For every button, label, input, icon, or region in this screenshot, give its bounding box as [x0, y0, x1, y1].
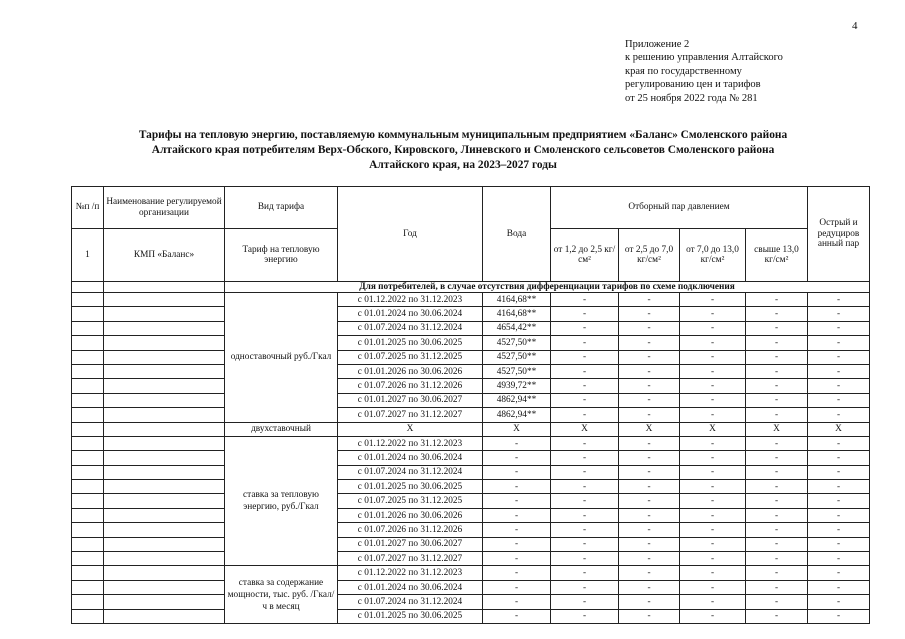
table-cell	[72, 566, 104, 580]
section-title: Для потребителей, в случае отсутствия дифференциации тарифов по схеме подключения	[225, 282, 870, 293]
header-steam-4: свыше 13,0 кг/см²	[746, 229, 808, 282]
organization-name: КМП «Баланс»	[104, 229, 225, 282]
water-cell: -	[483, 580, 551, 594]
period-cell: X	[338, 422, 483, 436]
steam-4-cell: -	[746, 451, 808, 465]
steam-2-cell: -	[619, 552, 680, 566]
sharp-steam-cell: -	[808, 523, 870, 537]
sharp-steam-cell: -	[808, 566, 870, 580]
table-cell	[72, 465, 104, 479]
period-cell: с 01.12.2022 по 31.12.2023	[338, 566, 483, 580]
period-cell: с 01.07.2026 по 31.12.2026	[338, 379, 483, 393]
steam-2-cell: X	[619, 422, 680, 436]
period-cell: с 01.01.2024 по 30.06.2024	[338, 307, 483, 321]
table-cell	[104, 350, 225, 364]
table-row	[72, 580, 870, 594]
steam-3-cell: -	[680, 566, 746, 580]
water-cell: -	[483, 537, 551, 551]
tariff-type-two-part: двухставочный	[225, 422, 338, 436]
section-row	[72, 282, 870, 293]
appendix-line: Приложение 2	[625, 39, 690, 50]
water-cell: 4939,72**	[483, 379, 551, 393]
steam-3-cell: -	[680, 537, 746, 551]
steam-3-cell: -	[680, 552, 746, 566]
sharp-steam-cell: X	[808, 422, 870, 436]
steam-1-cell: -	[551, 350, 619, 364]
steam-1-cell: -	[551, 408, 619, 422]
steam-4-cell: -	[746, 436, 808, 450]
water-cell: -	[483, 465, 551, 479]
steam-1-cell: -	[551, 609, 619, 623]
header-org: Наименование регулируемой организации	[104, 187, 225, 229]
table-cell	[72, 609, 104, 623]
table-cell	[72, 436, 104, 450]
table-cell	[104, 321, 225, 335]
steam-1-cell: -	[551, 508, 619, 522]
steam-3-cell: -	[680, 336, 746, 350]
sharp-steam-cell: -	[808, 537, 870, 551]
steam-4-cell: -	[746, 350, 808, 364]
period-cell: с 01.07.2025 по 31.12.2025	[338, 494, 483, 508]
table-row	[72, 465, 870, 479]
steam-2-cell: -	[619, 465, 680, 479]
steam-4-cell: -	[746, 307, 808, 321]
steam-2-cell: -	[619, 566, 680, 580]
tariff-type-single-rate: одноставочный руб./Гкал	[225, 293, 338, 423]
water-cell: -	[483, 566, 551, 580]
water-cell: -	[483, 609, 551, 623]
period-cell: с 01.01.2026 по 30.06.2026	[338, 364, 483, 378]
steam-1-cell: -	[551, 364, 619, 378]
steam-2-cell: -	[619, 350, 680, 364]
water-cell: -	[483, 523, 551, 537]
title-line: Алтайского края потребителям Верх-Обского, Кировского, Линевского и Смоленского сельсоветов Смоленского района	[151, 144, 775, 156]
table-cell	[72, 480, 104, 494]
table-row	[72, 480, 870, 494]
water-cell: -	[483, 595, 551, 609]
steam-2-cell: -	[619, 523, 680, 537]
table-row	[72, 566, 870, 580]
steam-1-cell: -	[551, 321, 619, 335]
table-cell	[104, 494, 225, 508]
table-cell	[104, 537, 225, 551]
steam-3-cell: -	[680, 494, 746, 508]
steam-2-cell: -	[619, 364, 680, 378]
table-cell	[72, 364, 104, 378]
steam-3-cell: -	[680, 523, 746, 537]
header-tariff-type: Вид тарифа	[225, 187, 338, 229]
table-row	[72, 508, 870, 522]
steam-1-cell: -	[551, 523, 619, 537]
table-cell	[104, 508, 225, 522]
steam-3-cell: -	[680, 307, 746, 321]
sharp-steam-cell: -	[808, 552, 870, 566]
steam-4-cell: -	[746, 321, 808, 335]
period-cell: с 01.01.2027 по 30.06.2027	[338, 393, 483, 407]
table-cell	[72, 552, 104, 566]
steam-2-cell: -	[619, 379, 680, 393]
water-cell: 4862,94**	[483, 408, 551, 422]
sharp-steam-cell: -	[808, 508, 870, 522]
table-cell	[72, 595, 104, 609]
steam-1-cell: X	[551, 422, 619, 436]
steam-4-cell: -	[746, 580, 808, 594]
steam-3-cell: -	[680, 293, 746, 307]
table-row	[72, 595, 870, 609]
steam-4-cell: -	[746, 566, 808, 580]
sharp-steam-cell: -	[808, 609, 870, 623]
sharp-steam-cell: -	[808, 436, 870, 450]
header-year: Год	[338, 187, 483, 282]
steam-2-cell: -	[619, 537, 680, 551]
steam-1-cell: -	[551, 436, 619, 450]
steam-2-cell: -	[619, 494, 680, 508]
period-cell: с 01.07.2024 по 31.12.2024	[338, 465, 483, 479]
sharp-steam-cell: -	[808, 451, 870, 465]
water-cell: -	[483, 436, 551, 450]
steam-4-cell: -	[746, 537, 808, 551]
table-row	[72, 408, 870, 422]
steam-2-cell: -	[619, 408, 680, 422]
water-cell: 4527,50**	[483, 364, 551, 378]
table-cell	[72, 408, 104, 422]
table-row	[72, 552, 870, 566]
table-cell	[72, 336, 104, 350]
steam-1-cell: -	[551, 379, 619, 393]
sharp-steam-cell: -	[808, 293, 870, 307]
table-row	[72, 393, 870, 407]
steam-4-cell: X	[746, 422, 808, 436]
water-cell: -	[483, 480, 551, 494]
appendix-line: от 25 ноября 2022 года № 281	[625, 92, 758, 104]
header-steam-2: от 2,5 до 7,0 кг/см²	[619, 229, 680, 282]
steam-4-cell: -	[746, 465, 808, 479]
period-cell: с 01.12.2022 по 31.12.2023	[338, 293, 483, 307]
period-cell: с 01.01.2026 по 30.06.2026	[338, 508, 483, 522]
steam-4-cell: -	[746, 364, 808, 378]
steam-3-cell: -	[680, 350, 746, 364]
steam-1-cell: -	[551, 595, 619, 609]
table-cell	[104, 436, 225, 450]
water-cell: -	[483, 451, 551, 465]
steam-4-cell: -	[746, 408, 808, 422]
table-cell	[72, 350, 104, 364]
table-row	[72, 494, 870, 508]
period-cell: с 01.01.2024 по 30.06.2024	[338, 580, 483, 594]
table-cell	[104, 408, 225, 422]
table-cell	[104, 566, 225, 580]
water-cell: -	[483, 494, 551, 508]
table-row	[72, 379, 870, 393]
steam-4-cell: -	[746, 480, 808, 494]
steam-4-cell: -	[746, 508, 808, 522]
period-cell: с 01.01.2024 по 30.06.2024	[338, 451, 483, 465]
steam-3-cell: -	[680, 451, 746, 465]
table-cell	[72, 451, 104, 465]
steam-1-cell: -	[551, 336, 619, 350]
table-row	[72, 364, 870, 378]
table-cell	[72, 580, 104, 594]
water-cell: 4164,68**	[483, 307, 551, 321]
table-cell	[72, 494, 104, 508]
steam-1-cell: -	[551, 393, 619, 407]
period-cell: с 01.01.2027 по 30.06.2027	[338, 537, 483, 551]
period-cell: с 01.12.2022 по 31.12.2023	[338, 436, 483, 450]
tariff-type-capacity-rate: ставка за содержание мощности, тыс. руб. /Гкал/ч в месяц	[225, 566, 338, 624]
table-cell	[72, 523, 104, 537]
table-row	[72, 451, 870, 465]
sharp-steam-cell: -	[808, 595, 870, 609]
steam-1-cell: -	[551, 552, 619, 566]
period-cell: с 01.07.2025 по 31.12.2025	[338, 350, 483, 364]
sharp-steam-cell: -	[808, 364, 870, 378]
table-row	[72, 307, 870, 321]
table-cell	[104, 552, 225, 566]
header-steam-1: от 1,2 до 2,5 кг/см²	[551, 229, 619, 282]
steam-2-cell: -	[619, 307, 680, 321]
steam-2-cell: -	[619, 580, 680, 594]
steam-3-cell: -	[680, 609, 746, 623]
header-water: Вода	[483, 187, 551, 282]
table-cell	[104, 523, 225, 537]
table-cell	[104, 282, 225, 293]
steam-4-cell: -	[746, 595, 808, 609]
water-cell: 4862,94**	[483, 393, 551, 407]
water-cell: -	[483, 508, 551, 522]
table-cell	[104, 465, 225, 479]
steam-4-cell: -	[746, 523, 808, 537]
appendix-line: к решению управления Алтайского	[625, 52, 783, 64]
sharp-steam-cell: -	[808, 408, 870, 422]
table-cell	[104, 595, 225, 609]
table-cell	[104, 336, 225, 350]
header-row	[72, 187, 870, 229]
table-cell	[72, 422, 104, 436]
sharp-steam-cell: -	[808, 321, 870, 335]
table-cell	[72, 321, 104, 335]
steam-2-cell: -	[619, 436, 680, 450]
period-cell: с 01.01.2025 по 30.06.2025	[338, 609, 483, 623]
water-cell: -	[483, 552, 551, 566]
table-cell	[72, 537, 104, 551]
appendix-line: края по государственному	[625, 65, 742, 77]
steam-3-cell: -	[680, 465, 746, 479]
steam-4-cell: -	[746, 393, 808, 407]
steam-3-cell: -	[680, 364, 746, 378]
document-title	[70, 128, 856, 173]
steam-3-cell: -	[680, 321, 746, 335]
steam-1-cell: -	[551, 537, 619, 551]
tariff-table	[71, 186, 870, 624]
steam-2-cell: -	[619, 480, 680, 494]
steam-1-cell: -	[551, 580, 619, 594]
steam-2-cell: -	[619, 336, 680, 350]
header-steam-3: от 7,0 до 13,0 кг/см²	[680, 229, 746, 282]
header-num: №п /п	[72, 187, 104, 229]
steam-4-cell: -	[746, 494, 808, 508]
sharp-steam-cell: -	[808, 336, 870, 350]
steam-1-cell: -	[551, 293, 619, 307]
water-cell: 4164,68**	[483, 293, 551, 307]
table-cell	[72, 293, 104, 307]
steam-3-cell: -	[680, 580, 746, 594]
period-cell: с 01.07.2024 по 31.12.2024	[338, 595, 483, 609]
steam-4-cell: -	[746, 293, 808, 307]
table-cell	[72, 393, 104, 407]
table-row	[72, 609, 870, 623]
table-row	[72, 321, 870, 335]
steam-1-cell: -	[551, 494, 619, 508]
steam-3-cell: X	[680, 422, 746, 436]
steam-2-cell: -	[619, 595, 680, 609]
appendix-block	[625, 38, 783, 105]
table-cell	[72, 282, 104, 293]
period-cell: с 01.07.2027 по 31.12.2027	[338, 408, 483, 422]
steam-3-cell: -	[680, 393, 746, 407]
sharp-steam-cell: -	[808, 494, 870, 508]
table-cell	[104, 307, 225, 321]
page-number: 4	[852, 20, 858, 32]
water-cell: 4527,50**	[483, 336, 551, 350]
steam-1-cell: -	[551, 465, 619, 479]
steam-2-cell: -	[619, 293, 680, 307]
sharp-steam-cell: -	[808, 480, 870, 494]
steam-3-cell: -	[680, 436, 746, 450]
table-cell	[104, 422, 225, 436]
table-cell	[104, 293, 225, 307]
sharp-steam-cell: -	[808, 465, 870, 479]
period-cell: с 01.07.2027 по 31.12.2027	[338, 552, 483, 566]
title-line: Тарифы на тепловую энергию, поставляемую коммунальным муниципальным предприятием «Баланс» Смоленского района	[138, 129, 788, 141]
steam-1-cell: -	[551, 451, 619, 465]
steam-3-cell: -	[680, 408, 746, 422]
table-cell	[104, 480, 225, 494]
steam-4-cell: -	[746, 379, 808, 393]
sharp-steam-cell: -	[808, 379, 870, 393]
steam-1-cell: -	[551, 480, 619, 494]
steam-3-cell: -	[680, 379, 746, 393]
steam-4-cell: -	[746, 336, 808, 350]
steam-1-cell: -	[551, 307, 619, 321]
table-cell	[104, 364, 225, 378]
steam-3-cell: -	[680, 595, 746, 609]
sharp-steam-cell: -	[808, 350, 870, 364]
table-row	[72, 523, 870, 537]
steam-4-cell: -	[746, 552, 808, 566]
table-cell	[104, 393, 225, 407]
water-cell: 4654,42**	[483, 321, 551, 335]
water-cell: 4527,50**	[483, 350, 551, 364]
table-cell	[72, 508, 104, 522]
tariff-name: Тариф на тепловую энергию	[225, 229, 338, 282]
period-cell: с 01.07.2024 по 31.12.2024	[338, 321, 483, 335]
table-cell	[104, 451, 225, 465]
tariff-type-energy-rate: ставка за тепловую энергию, руб./Гкал	[225, 436, 338, 566]
table-row	[72, 293, 870, 307]
sharp-steam-cell: -	[808, 393, 870, 407]
table-cell	[104, 379, 225, 393]
table-cell	[104, 609, 225, 623]
period-cell: с 01.01.2025 по 30.06.2025	[338, 480, 483, 494]
period-cell: с 01.01.2025 по 30.06.2025	[338, 336, 483, 350]
table-cell	[72, 379, 104, 393]
steam-2-cell: -	[619, 393, 680, 407]
table-cell	[104, 580, 225, 594]
water-cell: X	[483, 422, 551, 436]
steam-3-cell: -	[680, 508, 746, 522]
sharp-steam-cell: -	[808, 307, 870, 321]
period-cell: с 01.07.2026 по 31.12.2026	[338, 523, 483, 537]
title-line: Алтайского края, на 2023–2027 годы	[369, 159, 557, 171]
table-row	[72, 436, 870, 450]
steam-4-cell: -	[746, 609, 808, 623]
sharp-steam-cell: -	[808, 580, 870, 594]
steam-2-cell: -	[619, 451, 680, 465]
row-number: 1	[72, 229, 104, 282]
table-row	[72, 350, 870, 364]
header-sharp-steam: Острый и редуциров анный пар	[808, 187, 870, 282]
steam-1-cell: -	[551, 566, 619, 580]
table-cell	[72, 307, 104, 321]
appendix-line: регулированию цен и тарифов	[625, 79, 761, 91]
header-steam: Отборный пар давлением	[551, 187, 808, 229]
steam-2-cell: -	[619, 609, 680, 623]
steam-3-cell: -	[680, 480, 746, 494]
steam-2-cell: -	[619, 508, 680, 522]
table-row	[72, 336, 870, 350]
table-row	[72, 537, 870, 551]
steam-2-cell: -	[619, 321, 680, 335]
table-row	[72, 422, 870, 436]
